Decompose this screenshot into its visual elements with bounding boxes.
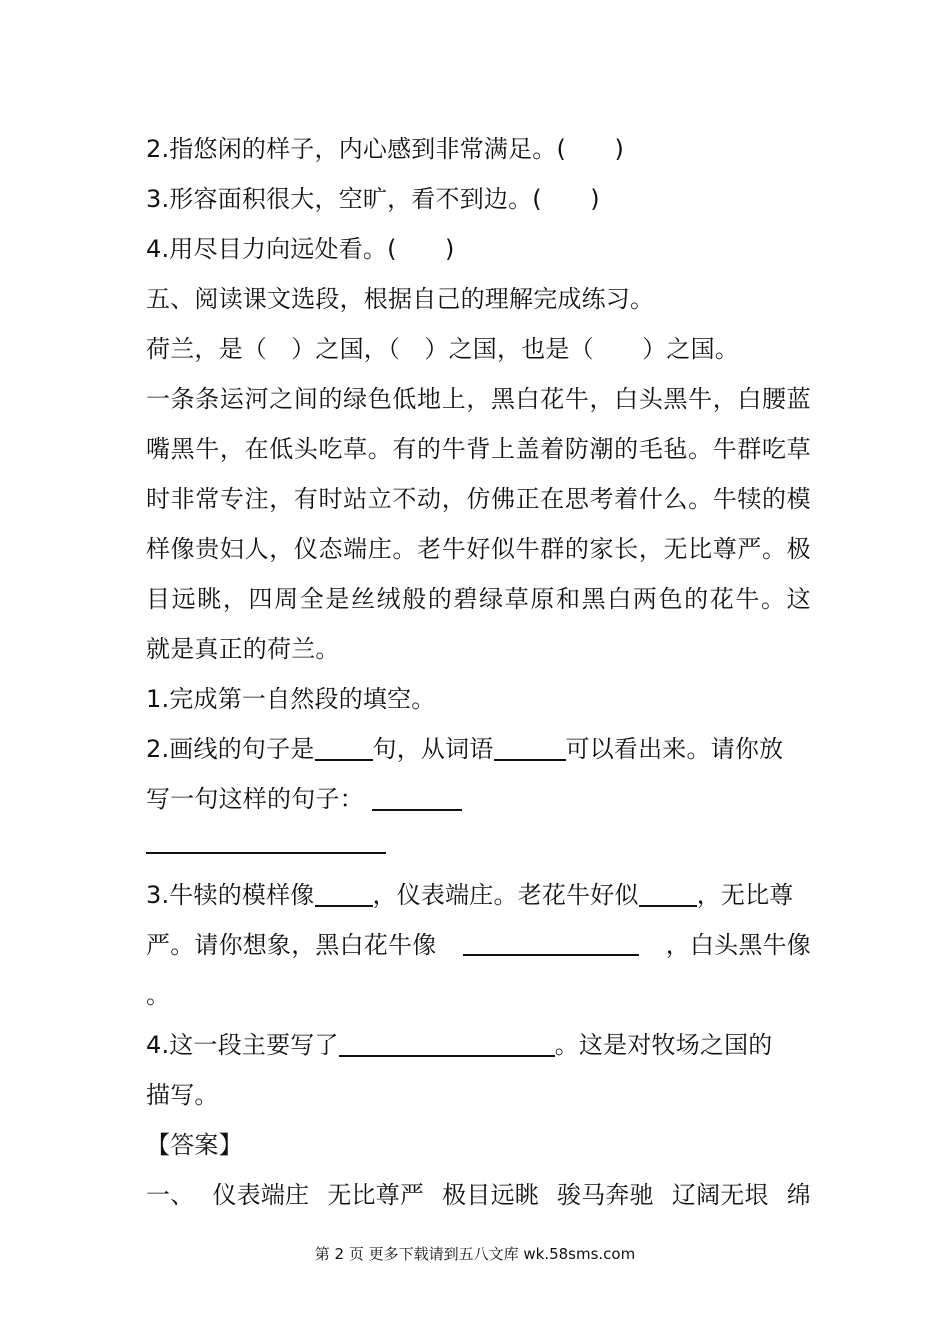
- answer-blank[interactable]: [315, 735, 373, 761]
- answer-item: 仪表端庄: [212, 1181, 310, 1209]
- passage-line: 目 远 眺 ， 四 周 全 是 丝 绒 般 的 碧 绿 草 原 和 黑 白 两 色 的 花 牛 。 这: [146, 585, 811, 613]
- question-text: ，无比尊: [696, 881, 794, 909]
- question-4-2: 2.指悠闲的样子，内心感到非常满足。( ): [146, 135, 625, 163]
- answer-item: 骏马奔驰: [557, 1181, 654, 1209]
- question-text: 。这是对牧场之国的: [554, 1031, 773, 1059]
- answer-blank[interactable]: [315, 881, 373, 907]
- question-text: 3.牛犊的模样像: [146, 881, 315, 909]
- answers-heading: 【答案】: [146, 1131, 243, 1159]
- question-text: 句，从词语: [372, 735, 494, 763]
- question-5-2: [146, 734, 811, 764]
- passage-line: 一 条 条 运 河 之 间 的 绿 色 低 地 上 ， 黑 白 花 牛 ， 白 头 黑 牛 ， 白 腰 蓝: [146, 385, 811, 413]
- answer-blank[interactable]: [494, 735, 566, 761]
- passage-line: 时 非 常 专 注 ， 有 时 站 立 不 动 ， 仿 佛 正 在 思 考 着 什 么 。 牛 犊 的 模: [146, 485, 811, 513]
- question-text: 写一句这样的句子：: [146, 785, 364, 813]
- answers-line-1: [146, 1180, 811, 1210]
- question-5-4: [146, 1030, 811, 1060]
- question-5-2-cont: [146, 784, 811, 814]
- passage-line: 样 像 贵 妇 人 ， 仪 态 端 庄 。 老 牛 好 似 牛 群 的 家 长 ， 无 比 尊 严 。 极: [146, 535, 811, 563]
- question-text: 2.画线的句子是: [146, 735, 315, 763]
- question-text: 可以看出来。请你放: [565, 735, 784, 763]
- answer-blank[interactable]: [463, 930, 639, 956]
- question-4-3: 3.形容面积很大，空旷，看不到边。( ): [146, 185, 600, 213]
- question-4-4: 4.用尽目力向远处看。( ): [146, 235, 455, 263]
- passage-line: 嘴 黑 牛 ， 在 低 头 吃 草 。 有 的 牛 背 上 盖 着 防 潮 的 毛 毡 。 牛 群 吃 草: [146, 435, 811, 463]
- answer-line[interactable]: [146, 852, 386, 854]
- page-footer: 第 2 页 更多下载请到五八文库 wk.58sms.com: [314, 1245, 636, 1263]
- section-5-intro: 荷兰，是（ ）之国，（ ）之国，也是（ ）之国。: [146, 335, 739, 363]
- question-5-3-end: 。: [146, 981, 171, 1009]
- question-5-4-cont: 描写。: [146, 1081, 219, 1109]
- answer-item: 辽阔无垠: [671, 1181, 769, 1209]
- answer-item: 无比尊严: [327, 1181, 425, 1209]
- answer-blank[interactable]: [339, 1031, 555, 1057]
- answer-item: 一、: [146, 1181, 195, 1209]
- answer-item: 绵: [786, 1181, 811, 1209]
- answer-blank[interactable]: [372, 785, 462, 811]
- question-5-3-cont: [146, 930, 811, 960]
- question-text: 严。请你想象，黑白花牛像: [146, 931, 437, 959]
- passage-line: 就是真正的荷兰。: [146, 635, 340, 663]
- section-5-heading: 五、阅读课文选段，根据自己的理解完成练习。: [146, 285, 655, 313]
- question-text: 4.这一段主要写了: [146, 1031, 339, 1059]
- question-5-3: [146, 880, 811, 910]
- answer-blank[interactable]: [639, 881, 697, 907]
- question-text: ，白头黑牛像: [665, 931, 811, 959]
- question-text: ，仪表端庄。老花牛好似: [372, 881, 639, 909]
- question-5-1: 1.完成第一自然段的填空。: [146, 685, 436, 713]
- answer-item: 极目远眺: [442, 1181, 539, 1209]
